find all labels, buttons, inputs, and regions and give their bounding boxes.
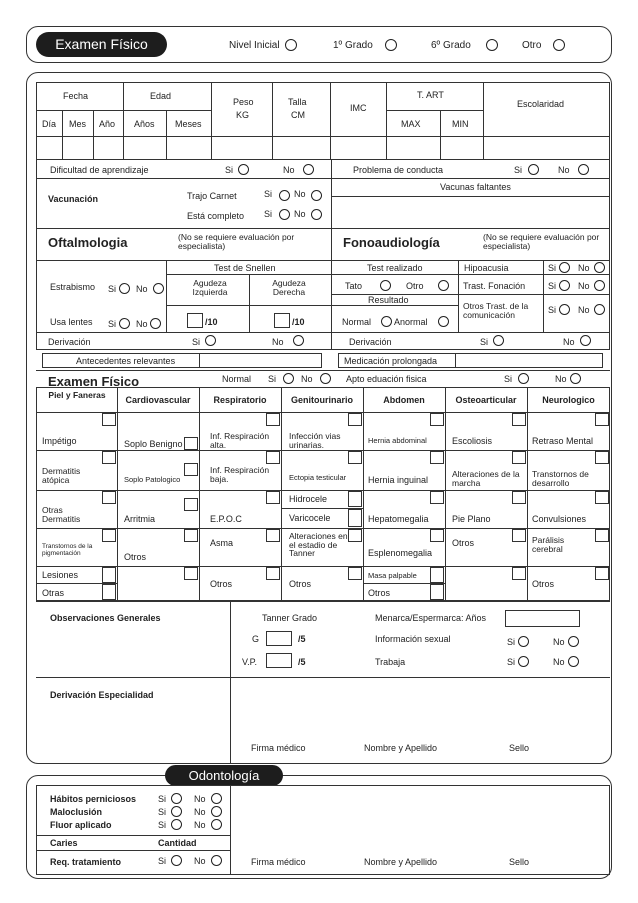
label-oftalmologia: Oftalmologia	[48, 235, 128, 250]
item-hepatomegalia: Hepatomegalia	[368, 514, 429, 524]
item-masa: Masa palpable	[368, 571, 417, 580]
item-hernia-ing: Hernia inguinal	[368, 475, 429, 485]
label-no: No	[283, 165, 295, 175]
label-completo: Está completo	[187, 211, 245, 221]
input-agudeza-izq[interactable]	[187, 313, 203, 328]
label-tanner: Tanner Grado	[262, 613, 318, 623]
check-otras-dermatitis[interactable]	[102, 491, 116, 504]
level-label: 6º Grado	[431, 40, 471, 51]
label-si: Si	[507, 637, 516, 647]
item-hernia-abd: Hernia abdominal	[368, 436, 427, 445]
check-desarrollo[interactable]	[595, 451, 609, 464]
label-agudeza-izq: Agudeza Izquierda	[192, 278, 228, 297]
label-si: Si	[514, 165, 523, 175]
level-radio[interactable]	[385, 39, 397, 51]
check-lesiones[interactable]	[102, 567, 116, 583]
item-infeccion: Infección vias urinarias.	[289, 431, 341, 450]
label-meses: Meses	[175, 119, 202, 129]
label-no: No	[553, 657, 565, 667]
check-pigmentacion[interactable]	[102, 529, 116, 542]
label-ano: Año	[99, 119, 116, 129]
label-anos: Años	[134, 119, 155, 129]
radio-maloclusion-si[interactable]	[171, 806, 182, 817]
item-genito-otros: Otros	[289, 579, 312, 589]
radio-carnet-no[interactable]	[311, 190, 322, 201]
label-otros-trast: Otros Trast. de la comunicación	[463, 301, 529, 320]
item-soplo-benigno: Soplo Benigno	[124, 439, 183, 449]
check-osteo-extra[interactable]	[512, 567, 526, 580]
label-talla-unit: CM	[291, 110, 305, 120]
label-si: Si	[158, 807, 167, 817]
radio-anormal[interactable]	[438, 316, 449, 327]
check-hidrocele[interactable]	[348, 491, 362, 507]
label-score: /10	[292, 317, 305, 327]
check-infeccion[interactable]	[348, 413, 362, 426]
label-req-tratamiento: Req. tratamiento	[50, 857, 122, 867]
label-normal: Normal	[222, 374, 252, 384]
label-si: Si	[158, 794, 167, 804]
check-resp-otros[interactable]	[266, 567, 280, 580]
check-cardio-otros[interactable]	[184, 529, 198, 542]
label-problema: Problema de conducta	[353, 165, 444, 175]
radio-completo-no[interactable]	[311, 209, 322, 220]
check-soplo-benigno[interactable]	[184, 437, 198, 450]
item-marcha: Alteraciones de la marcha	[452, 469, 520, 488]
item-varicocele: Varicocele	[289, 513, 331, 523]
radio-tato[interactable]	[380, 280, 391, 291]
label-cantidad: Cantidad	[158, 838, 197, 848]
radio-dificultad-si[interactable]	[238, 164, 249, 175]
label-no: No	[194, 820, 206, 830]
check-varicocele[interactable]	[348, 509, 362, 527]
check-hepatomegalia[interactable]	[430, 491, 444, 504]
label-no: No	[194, 807, 206, 817]
level-radio[interactable]	[285, 39, 297, 51]
level-radio[interactable]	[553, 39, 565, 51]
label-edad: Edad	[150, 91, 172, 101]
label-info-sexual: Información sexual	[375, 634, 451, 644]
radio-habitos-si[interactable]	[171, 793, 182, 804]
check-genito-otros[interactable]	[348, 567, 362, 580]
label-vacunacion: Vacunación	[48, 194, 99, 204]
check-ectopia[interactable]	[348, 451, 362, 464]
label-derivacion: Derivación	[48, 337, 91, 347]
label-si: Si	[548, 305, 557, 315]
label-g: G	[252, 634, 260, 644]
radio-fonacion-no[interactable]	[594, 280, 605, 291]
check-resp-baja[interactable]	[266, 451, 280, 464]
header-piel: Piel y Faneras	[48, 390, 106, 400]
label-no: No	[578, 305, 590, 315]
label-si: Si	[108, 319, 117, 329]
label-hipoacusia: Hipoacusia	[464, 263, 509, 273]
check-osteo-otros[interactable]	[512, 529, 526, 542]
label-nombre: Nombre y Apellido	[364, 743, 438, 753]
check-abd-otros[interactable]	[430, 584, 444, 600]
item-pigmentacion: Transtornos de la pigmentación	[42, 543, 93, 557]
level-label: Otro	[522, 40, 542, 51]
item-ectopia: Ectopia testicular	[289, 473, 347, 482]
label-firma-medico: Firma médico	[251, 857, 306, 867]
check-otras[interactable]	[102, 584, 116, 600]
label-examen-fisico: Examen Físico	[48, 374, 140, 389]
odonto-title: Odontología	[165, 765, 283, 786]
item-abd-otros: Otros	[368, 588, 391, 598]
header-respiratorio: Respiratorio	[213, 395, 267, 405]
label-fono: Fonoaudiología	[343, 235, 440, 250]
radio-normal[interactable]	[381, 316, 392, 327]
label-si: Si	[108, 284, 117, 294]
label-sello: Sello	[509, 743, 530, 753]
level-radio[interactable]	[486, 39, 498, 51]
header-abdomen: Abdomen	[383, 395, 425, 405]
item-paralisis: Parálisis cerebral	[532, 535, 565, 554]
label-no: No	[194, 794, 206, 804]
label-no: No	[555, 374, 567, 384]
label-max: MAX	[401, 119, 421, 129]
item-tanner: Alteraciones en el estadio de Tanner	[289, 531, 348, 559]
check-impetigo[interactable]	[102, 413, 116, 426]
label-no: No	[194, 856, 206, 866]
label-habitos: Hábitos perniciosos	[50, 794, 137, 804]
radio-otros-trast-si[interactable]	[559, 304, 570, 315]
label-si: Si	[264, 189, 273, 199]
item-resp-alta: Inf. Respiración alta.	[210, 431, 270, 450]
check-arritmia[interactable]	[184, 498, 198, 511]
radio-deriv-oft-no[interactable]	[293, 335, 304, 346]
item-desarrollo: Transtornos de desarrollo	[532, 469, 589, 488]
radio-habitos-no[interactable]	[211, 793, 222, 804]
radio-req-no[interactable]	[211, 855, 222, 866]
label-si: Si	[192, 337, 201, 347]
item-pie-plano: Pie Plano	[452, 514, 491, 524]
label-imc: IMC	[350, 103, 367, 113]
radio-req-si[interactable]	[171, 855, 182, 866]
label-trast-fonacion: Trast. Fonación	[463, 281, 526, 291]
label-mes: Mes	[69, 119, 87, 129]
label-anormal: Anormal	[394, 317, 428, 327]
item-arritmia: Arritmia	[124, 514, 155, 524]
label-si: Si	[507, 657, 516, 667]
radio-lentes-no[interactable]	[150, 318, 161, 329]
check-masa[interactable]	[430, 567, 444, 583]
label-si: Si	[264, 209, 273, 219]
radio-completo-si[interactable]	[279, 209, 290, 220]
item-retraso: Retraso Mental	[532, 436, 594, 446]
label-peso-unit: KG	[236, 110, 250, 120]
radio-fluor-no[interactable]	[211, 819, 222, 830]
label-si: Si	[158, 856, 167, 866]
label-no: No	[578, 263, 590, 273]
input-agudeza-der[interactable]	[274, 313, 290, 328]
label-no: No	[294, 209, 306, 219]
item-resp-otros: Otros	[210, 579, 233, 589]
item-resp-baja: Inf. Respiración baja.	[210, 465, 270, 484]
check-marcha[interactable]	[512, 451, 526, 464]
label-usa-lentes: Usa lentes	[50, 317, 93, 327]
item-osteo-otros: Otros	[452, 538, 475, 548]
item-otras: Otras	[42, 588, 65, 598]
header-neurologico: Neurologico	[542, 395, 595, 405]
input-tanner-vp[interactable]	[266, 653, 292, 668]
item-convulsiones: Convulsiones	[532, 514, 587, 524]
label-escolaridad: Escolaridad	[517, 99, 565, 109]
check-hernia-ing[interactable]	[430, 451, 444, 464]
check-neuro-otros[interactable]	[595, 567, 609, 580]
item-dermatitis: Dermatitis atópica	[42, 466, 81, 485]
level-label: Nivel Inicial	[229, 40, 280, 51]
label-tato: Tato	[345, 281, 363, 291]
label-no: No	[563, 337, 575, 347]
label-tart: T. ART	[417, 90, 444, 100]
item-otras-dermatitis: Otras Dermatitis	[42, 505, 81, 524]
label-no: No	[294, 189, 306, 199]
radio-deriv-fono-no[interactable]	[580, 335, 591, 346]
check-cardio-extra[interactable]	[184, 567, 198, 580]
label-vacunas-faltantes: Vacunas faltantes	[440, 182, 511, 192]
check-esplenomegalia[interactable]	[430, 529, 444, 542]
check-pie-plano[interactable]	[512, 491, 526, 504]
label-dificultad: Dificultad de aprendizaje	[50, 165, 149, 175]
label-normal: Normal	[342, 317, 372, 327]
label-vp: V.P.	[242, 657, 258, 667]
label-menarca: Menarca/Espermarca: Años	[375, 613, 487, 623]
label-no: No	[136, 284, 148, 294]
input-tanner-g[interactable]	[266, 631, 292, 646]
label-estrabismo: Estrabismo	[50, 282, 96, 292]
label-dia: Día	[42, 119, 57, 129]
radio-hipoacusia-si[interactable]	[559, 262, 570, 273]
label-antecedentes: Antecedentes relevantes	[76, 356, 176, 366]
label-fono-note: (No se requiere evaluación por especialista)	[483, 232, 600, 251]
label-apto: Apto eduación fisica	[346, 374, 427, 384]
radio-fonacion-si[interactable]	[559, 280, 570, 291]
check-escoliosis[interactable]	[512, 413, 526, 426]
radio-fluor-si[interactable]	[171, 819, 182, 830]
radio-info-no[interactable]	[568, 636, 579, 647]
radio-problema-si[interactable]	[528, 164, 539, 175]
item-epoc: E.P.O.C	[210, 514, 242, 524]
label-no: No	[553, 637, 565, 647]
check-dermatitis[interactable]	[102, 451, 116, 464]
radio-otro[interactable]	[438, 280, 449, 291]
label-no: No	[301, 374, 313, 384]
label-score: /5	[298, 634, 306, 644]
level-label: 1º Grado	[333, 40, 373, 51]
item-esplenomegalia: Esplenomegalia	[368, 548, 433, 558]
label-no: No	[558, 165, 570, 175]
header-cardiovascular: Cardiovascular	[125, 395, 191, 405]
item-neuro-otros: Otros	[532, 579, 555, 589]
check-resp-alta[interactable]	[266, 413, 280, 426]
label-sello: Sello	[509, 857, 530, 867]
label-derivacion-especialidad: Derivación Especialidad	[50, 690, 154, 700]
header-genitourinario: Genitourinario	[290, 395, 353, 405]
label-si: Si	[504, 374, 513, 384]
item-impetigo: Impétigo	[42, 436, 77, 446]
radio-deriv-oft-si[interactable]	[205, 335, 216, 346]
item-hidrocele: Hidrocele	[289, 494, 328, 504]
check-soplo-patologico[interactable]	[184, 463, 198, 476]
radio-dificultad-no[interactable]	[303, 164, 314, 175]
radio-ef-normal-no[interactable]	[320, 373, 331, 384]
item-lesiones: Lesiones	[42, 570, 79, 580]
label-score: /5	[298, 657, 306, 667]
radio-ef-normal-si[interactable]	[283, 373, 294, 384]
radio-info-si[interactable]	[518, 636, 529, 647]
item-escoliosis: Escoliosis	[452, 436, 493, 446]
label-snellen: Test de Snellen	[214, 263, 276, 273]
check-paralisis[interactable]	[595, 529, 609, 542]
radio-lentes-si[interactable]	[119, 318, 130, 329]
label-firma-medico: Firma médico	[251, 743, 306, 753]
radio-apto-si[interactable]	[518, 373, 529, 384]
item-cardio-otros: Otros	[124, 552, 147, 562]
check-convulsiones[interactable]	[595, 491, 609, 504]
radio-estrabismo-si[interactable]	[119, 283, 130, 294]
vacunacion-box	[36, 179, 610, 229]
label-no: No	[272, 337, 284, 347]
radio-otros-trast-no[interactable]	[594, 304, 605, 315]
input-menarca[interactable]	[505, 610, 580, 627]
label-si: Si	[268, 374, 277, 384]
label-medicacion: Medicación prolongada	[344, 356, 438, 366]
radio-hipoacusia-no[interactable]	[594, 262, 605, 273]
label-si: Si	[158, 820, 167, 830]
label-no: No	[136, 319, 148, 329]
label-otro: Otro	[406, 281, 424, 291]
check-hernia-abd[interactable]	[430, 413, 444, 426]
row-derivacion	[36, 333, 610, 350]
check-epoc[interactable]	[266, 491, 280, 504]
label-caries: Caries	[50, 838, 78, 848]
radio-problema-no[interactable]	[578, 164, 589, 175]
label-trajo-carnet: Trajo Carnet	[187, 191, 237, 201]
radio-deriv-fono-si[interactable]	[493, 335, 504, 346]
label-test-realizado: Test realizado	[367, 263, 423, 273]
label-peso: Peso	[233, 97, 254, 107]
item-asma: Asma	[210, 538, 234, 548]
label-observaciones: Observaciones Generales	[50, 613, 161, 623]
check-tanner[interactable]	[348, 529, 362, 542]
label-oft-note: (No se requiere evaluación por especialista)	[178, 232, 295, 251]
label-fecha: Fecha	[63, 91, 89, 101]
label-maloclusion: Maloclusión	[50, 807, 103, 817]
label-si: Si	[225, 165, 234, 175]
radio-maloclusion-no[interactable]	[211, 806, 222, 817]
label-derivacion: Derivación	[349, 337, 392, 347]
radio-trabaja-no[interactable]	[568, 656, 579, 667]
check-asma[interactable]	[266, 529, 280, 542]
radio-estrabismo-no[interactable]	[153, 283, 164, 294]
label-score: /10	[205, 317, 218, 327]
label-no: No	[578, 281, 590, 291]
label-fluor: Fluor aplicado	[50, 820, 112, 830]
page-title: Examen Físico	[36, 32, 167, 57]
check-retraso[interactable]	[595, 413, 609, 426]
label-si: Si	[548, 281, 557, 291]
item-soplo-patologico: Soplo Patologico	[124, 475, 181, 484]
radio-trabaja-si[interactable]	[518, 656, 529, 667]
label-si: Si	[548, 263, 557, 273]
radio-apto-no[interactable]	[570, 373, 581, 384]
label-agudeza-der: Agudeza Derecha	[272, 278, 306, 297]
header-osteoarticular: Osteoarticular	[455, 395, 517, 405]
label-si: Si	[480, 337, 489, 347]
label-resultado: Resultado	[368, 295, 409, 305]
label-min: MIN	[452, 119, 469, 129]
label-trabaja: Trabaja	[375, 657, 406, 667]
label-talla: Talla	[288, 97, 307, 107]
label-nombre: Nombre y Apellido	[364, 857, 438, 867]
radio-carnet-si[interactable]	[279, 190, 290, 201]
